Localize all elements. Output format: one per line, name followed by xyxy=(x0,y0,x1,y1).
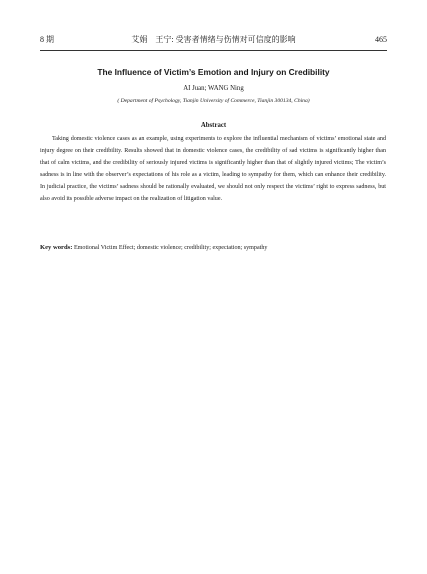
author-affiliation: ( Department of Psychology, Tianjin University of Commerce, Tianjin 300134, China) xyxy=(117,98,310,104)
page-number: 465 xyxy=(375,35,387,44)
abstract-heading: Abstract xyxy=(200,122,227,129)
article-title: The Influence of Victim’s Emotion and Injury on Credibility xyxy=(97,67,330,77)
article-authors: AI Juan; WANG Ning xyxy=(183,85,244,92)
header-rule xyxy=(40,50,387,51)
running-header xyxy=(40,33,387,47)
keywords xyxy=(40,243,387,253)
abstract-body: Taking domestic violence cases as an example, using experiments to explore the influential mechanism of victims’ emotional state and injury degree on their credibility. Results showed that in domestic violence cases, the credibility of sad victims is significantly higher than that of calm victims, and the credibility of seriously injured victims is significantly higher than that of slightly injured victims; The victim’s sadness is in line with the observer’s expectations of his role as a victim, leading to sympathy for them, which can enhance their credibility. In judicial practice, the victims’ sadness should be rationally evaluated, we should not only respect the victims’ right to express sadness, but also avoid its possible adverse impact on the realization of litigation value. xyxy=(40,136,386,202)
keywords-label: Key words: xyxy=(40,244,73,251)
keywords-text: Emotional Victim Effect; domestic violence; credibility; expectation; sympathy xyxy=(73,245,268,251)
running-title: 艾娟 王宁: 受害者情绪与伤情对可信度的影响 xyxy=(131,35,296,44)
issue-number: 8 期 xyxy=(40,35,54,44)
